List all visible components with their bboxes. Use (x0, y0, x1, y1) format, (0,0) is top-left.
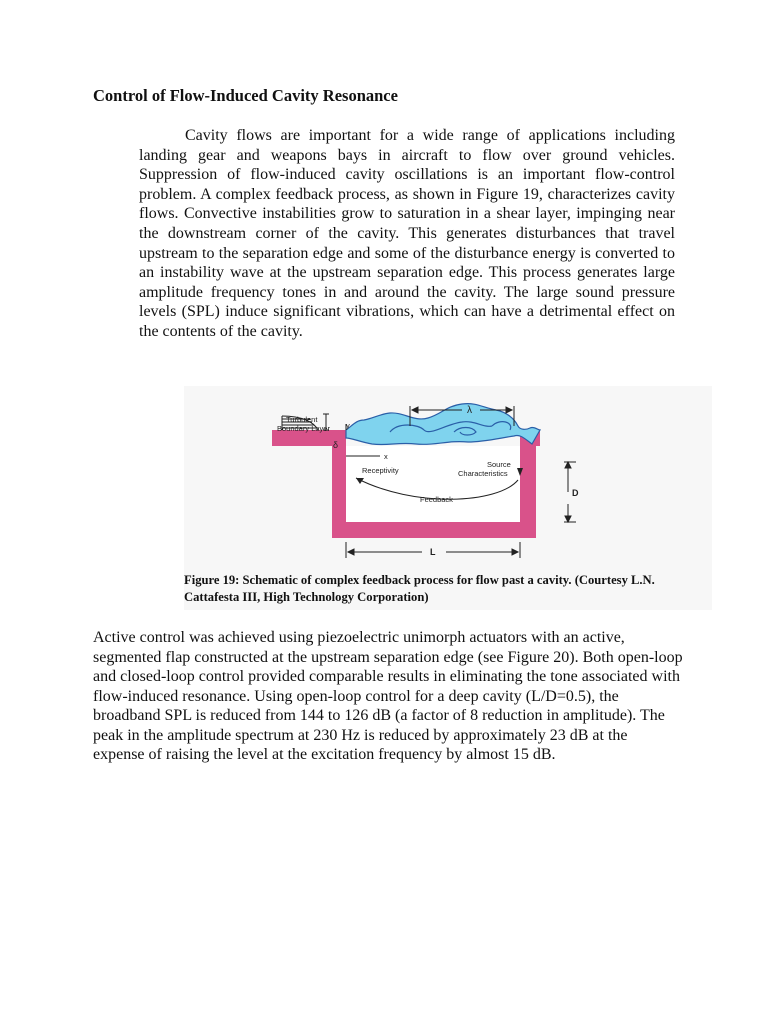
label-y: y (346, 421, 350, 430)
caption-line-2: Cattafesta III, High Technology Corporation) (184, 590, 429, 604)
label-x: x (384, 452, 388, 461)
label-length: L (430, 547, 436, 557)
label-characteristics: Characteristics (458, 469, 508, 478)
label-lambda: λ (467, 405, 472, 416)
cavity-interior (346, 446, 520, 522)
cavity-schematic (184, 386, 712, 572)
label-boundary-layer: Boundary Layer (277, 424, 330, 433)
paragraph-active-control: Active control was achieved using piezoelectric unimorph actuators with an active, segmented flap constructed at the upstream separation edge (see Figure 20). Both open-loop and closed-loop control provided comparable results in eliminating the tone associated with flow-induced resonance. Using open-loop control for a deep cavity (L/D=0.5), the broadband SPL is reduced from 144 to 126 dB (a factor of 8 reduction in amplitude). The peak in the amplitude spectrum at 230 Hz is reduced by approximately 23 dB at the expense of raising the level at the excitation frequency by almost 15 dB. (93, 629, 683, 763)
section-heading: Control of Flow-Induced Cavity Resonance (93, 86, 398, 105)
paragraph-cavity-flows: Cavity flows are important for a wide range of applications including landing gear and weapons bays in aircraft to flow over ground vehicles. Suppression of flow-induced cavity oscillations is an important flow-control problem. A complex feedback process, as shown in Figure 19, characterizes cavity flows. Convective instabilities grow to saturation in a shear layer, impinging near the downstream corner of the cavity. This generates disturbances that travel upstream to the separation edge and some of the disturbance energy is converted to an instability wave at the upstream separation edge. This process generates large amplitude frequency tones in and around the cavity. The large sound pressure levels (SPL) induce significant vibrations, which can have a detrimental effect on the contents of the cavity. (139, 127, 675, 340)
label-delta: δ (333, 440, 339, 450)
label-receptivity: Receptivity (362, 466, 399, 475)
caption-line-1: Figure 19: Schematic of complex feedback process for flow past a cavity. (Courtesy L.N. (184, 573, 655, 587)
label-depth: D (572, 488, 579, 498)
label-turbulent: Turbulent (286, 415, 318, 424)
figure-caption (184, 572, 712, 606)
label-source: Source (487, 460, 511, 469)
figure-19 (184, 386, 712, 610)
label-feedback: Feedback (420, 495, 453, 504)
